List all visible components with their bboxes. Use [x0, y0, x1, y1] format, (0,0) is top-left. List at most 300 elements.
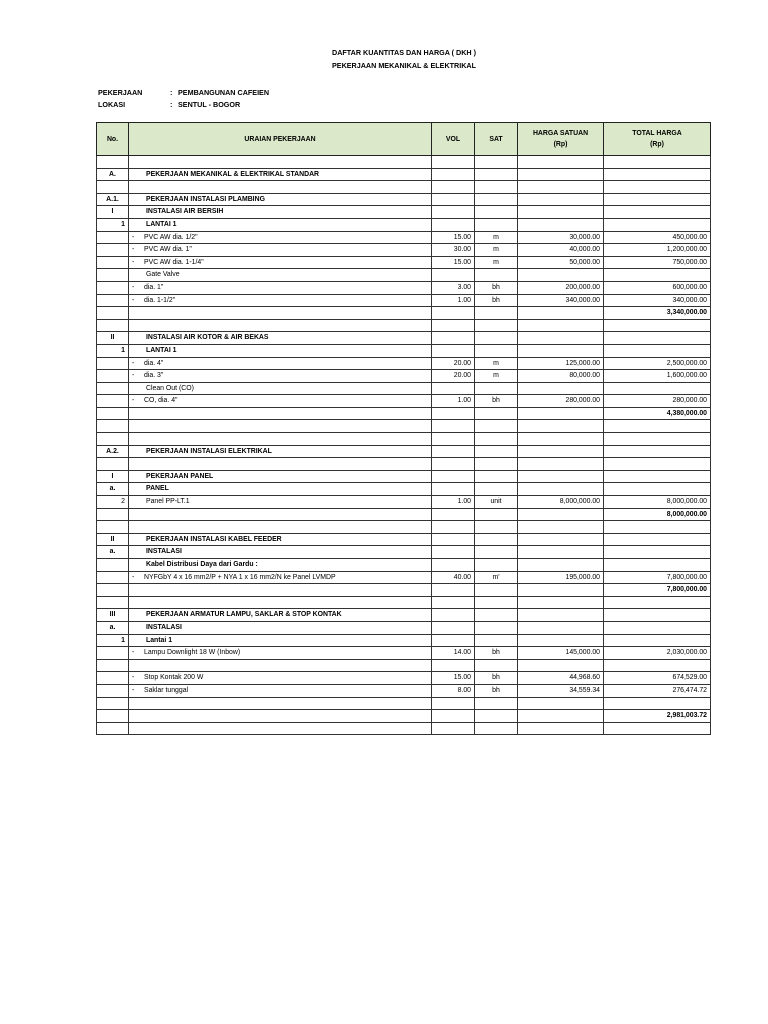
cell-sat: bh: [475, 684, 518, 697]
table-row: [97, 697, 711, 710]
cell-total-harga: [604, 193, 711, 206]
table-row: [97, 433, 711, 446]
item-description: Lantai 1: [146, 636, 173, 644]
cell-vol: [432, 458, 475, 471]
cell-total-harga: [604, 533, 711, 546]
cell-uraian: [129, 218, 432, 231]
cell-uraian: [129, 256, 432, 269]
cell-harga-satuan: [518, 621, 604, 634]
cell-total-harga: [604, 659, 711, 672]
item-description: PVC AW dia. 1": [144, 246, 192, 254]
cell-uraian: [129, 244, 432, 257]
meta-label-lokasi: LOKASI: [98, 100, 126, 109]
cell-sat: m: [475, 370, 518, 383]
table-row: [97, 168, 711, 181]
table-header-row: [97, 123, 711, 156]
table-row: [97, 571, 711, 584]
cell-uraian: [129, 483, 432, 496]
table-row: [97, 722, 711, 735]
table-row: [97, 269, 711, 282]
cell-total-harga: [604, 445, 711, 458]
cell-total-harga: [604, 206, 711, 219]
cell-vol: 1.00: [432, 294, 475, 307]
cell-sat: [475, 697, 518, 710]
cell-harga-satuan: [518, 218, 604, 231]
table-row: [97, 156, 711, 169]
cell-sat: [475, 156, 518, 169]
cell-harga-satuan: 30,000.00: [518, 231, 604, 244]
table-row: [97, 458, 711, 471]
cell-total-harga: [604, 181, 711, 194]
cell-harga-satuan: [518, 609, 604, 622]
cell-sat: bh: [475, 294, 518, 307]
cell-total-harga: [604, 596, 711, 609]
item-dash: -: [132, 283, 135, 291]
cell-total-harga: [604, 559, 711, 572]
cell-sat: [475, 458, 518, 471]
table-row: [97, 647, 711, 660]
cell-no: [97, 307, 129, 320]
cell-no: II: [97, 332, 129, 345]
table-row: [97, 395, 711, 408]
cell-sat: [475, 269, 518, 282]
table-row: [97, 445, 711, 458]
cell-sat: [475, 710, 518, 723]
cell-no: [97, 395, 129, 408]
cell-total-harga: [604, 470, 711, 483]
cell-total-harga: 340,000.00: [604, 294, 711, 307]
cell-vol: [432, 445, 475, 458]
cell-no: A.: [97, 168, 129, 181]
table-row: [97, 231, 711, 244]
item-description: dia. 1-1/2": [144, 296, 176, 304]
cell-uraian: [129, 659, 432, 672]
document-subtitle: PEKERJAAN MEKANIKAL & ELEKTRIKAL: [331, 61, 477, 70]
cell-vol: 14.00: [432, 647, 475, 660]
meta-sep-pekerjaan: :: [170, 88, 173, 97]
item-description: Saklar tunggal: [144, 686, 189, 694]
table-row: [97, 533, 711, 546]
cell-vol: [432, 407, 475, 420]
table-row: [97, 621, 711, 634]
cell-total-harga: [604, 521, 711, 534]
cell-sat: [475, 659, 518, 672]
cell-total-harga: [604, 420, 711, 433]
cell-sat: [475, 483, 518, 496]
cell-sat: m: [475, 231, 518, 244]
cell-sat: [475, 533, 518, 546]
cell-no: [97, 319, 129, 332]
cell-uraian: [129, 193, 432, 206]
cell-vol: [432, 319, 475, 332]
cell-vol: [432, 344, 475, 357]
cell-vol: [432, 332, 475, 345]
cell-total-harga: [604, 269, 711, 282]
cell-vol: [432, 420, 475, 433]
table-row: [97, 281, 711, 294]
item-description: dia. 3": [144, 372, 164, 380]
cell-harga-satuan: [518, 521, 604, 534]
cell-total-harga: 2,030,000.00: [604, 647, 711, 660]
item-description: INSTALASI AIR KOTOR & AIR BEKAS: [146, 334, 269, 342]
cell-total-harga: [604, 609, 711, 622]
cell-uraian: [129, 672, 432, 685]
cell-no: [97, 458, 129, 471]
table-row: [97, 420, 711, 433]
item-dash: -: [132, 674, 135, 682]
col-header-harga-label: HARGA SATUAN: [532, 130, 589, 137]
cell-vol: [432, 596, 475, 609]
cell-total-harga: 1,600,000.00: [604, 370, 711, 383]
cell-uraian: [129, 722, 432, 735]
cell-harga-satuan: [518, 508, 604, 521]
cell-vol: [432, 697, 475, 710]
cell-vol: [432, 269, 475, 282]
table-row: [97, 710, 711, 723]
cell-total-harga: [604, 483, 711, 496]
item-dash: -: [132, 649, 135, 657]
table-row: [97, 307, 711, 320]
cell-no: [97, 433, 129, 446]
cell-no: I: [97, 206, 129, 219]
cell-total-harga: [604, 168, 711, 181]
cell-vol: [432, 433, 475, 446]
item-dash: -: [132, 686, 135, 694]
table-row: [97, 256, 711, 269]
cell-uraian: [129, 433, 432, 446]
cell-total-harga: [604, 458, 711, 471]
cell-harga-satuan: 200,000.00: [518, 281, 604, 294]
cell-vol: 8.00: [432, 684, 475, 697]
item-dash: -: [132, 246, 135, 254]
item-description: NYFGbY 4 x 16 mm2/P + NYA 1 x 16 mm2/N ke Panel LVMDP: [144, 573, 336, 581]
cell-no: [97, 370, 129, 383]
cell-no: [97, 596, 129, 609]
cell-total-harga: [604, 546, 711, 559]
cell-harga-satuan: [518, 193, 604, 206]
table-row: [97, 181, 711, 194]
cell-harga-satuan: [518, 470, 604, 483]
meta-label-pekerjaan: PEKERJAAN: [98, 88, 143, 97]
cell-no: [97, 256, 129, 269]
cell-harga-satuan: [518, 533, 604, 546]
cell-sat: [475, 218, 518, 231]
table-row: [97, 684, 711, 697]
cell-harga-satuan: [518, 546, 604, 559]
cell-total-harga: 674,529.00: [604, 672, 711, 685]
item-dash: -: [132, 372, 135, 380]
item-description: Panel PP-LT.1: [146, 498, 190, 506]
cell-sat: [475, 193, 518, 206]
cell-total-harga: [604, 332, 711, 345]
item-description: dia. 1": [144, 283, 164, 291]
cell-no: 1: [97, 634, 129, 647]
item-description: PANEL: [146, 485, 169, 493]
cell-total-harga: [604, 722, 711, 735]
cell-vol: [432, 621, 475, 634]
cell-no: [97, 231, 129, 244]
cell-harga-satuan: [518, 458, 604, 471]
cell-harga-satuan: 34,559.34: [518, 684, 604, 697]
item-description: Kabel Distribusi Daya dari Gardu :: [146, 561, 258, 568]
cell-harga-satuan: [518, 722, 604, 735]
cell-uraian: [129, 496, 432, 509]
cell-uraian: [129, 344, 432, 357]
cell-vol: [432, 156, 475, 169]
cell-total-harga: 750,000.00: [604, 256, 711, 269]
cell-sat: [475, 559, 518, 572]
cell-vol: 40.00: [432, 571, 475, 584]
cell-vol: 20.00: [432, 370, 475, 383]
cell-uraian: [129, 458, 432, 471]
item-description: PEKERJAAN MEKANIKAL & ELEKTRIKAL STANDAR: [146, 170, 320, 178]
item-description: Gate Valve: [146, 271, 180, 279]
cell-uraian: [129, 684, 432, 697]
cell-harga-satuan: [518, 332, 604, 345]
cell-sat: [475, 433, 518, 446]
table-row: [97, 244, 711, 257]
col-header-harga: [518, 123, 604, 156]
cell-sat: m: [475, 256, 518, 269]
cell-no: [97, 281, 129, 294]
cell-no: [97, 357, 129, 370]
cell-uraian: [129, 269, 432, 282]
cell-sat: [475, 407, 518, 420]
cell-total-harga: [604, 634, 711, 647]
cell-uraian: [129, 181, 432, 194]
cell-no: II: [97, 533, 129, 546]
cell-no: [97, 697, 129, 710]
col-header-total-unit: (Rp): [650, 141, 664, 148]
item-description: Stop Kontak 200 W: [144, 674, 204, 682]
table-row: [97, 370, 711, 383]
cell-sat: [475, 596, 518, 609]
cell-no: [97, 420, 129, 433]
item-dash: -: [132, 258, 135, 266]
cell-harga-satuan: [518, 307, 604, 320]
cell-harga-satuan: 80,000.00: [518, 370, 604, 383]
meta-value-lokasi: SENTUL - BOGOR: [178, 100, 241, 109]
cell-total-harga: 450,000.00: [604, 231, 711, 244]
col-header-total-label: TOTAL HARGA: [632, 130, 682, 137]
cell-vol: 3.00: [432, 281, 475, 294]
cell-harga-satuan: 44,968.60: [518, 672, 604, 685]
cell-uraian: [129, 294, 432, 307]
cell-no: 1: [97, 218, 129, 231]
cell-uraian: [129, 697, 432, 710]
cell-harga-satuan: [518, 420, 604, 433]
cell-uraian: [129, 357, 432, 370]
cell-harga-satuan: 8,000,000.00: [518, 496, 604, 509]
cell-sat: [475, 621, 518, 634]
item-description: PEKERJAAN PANEL: [146, 472, 214, 480]
cell-uraian: [129, 647, 432, 660]
cell-no: [97, 269, 129, 282]
item-description: LANTAI 1: [146, 346, 177, 354]
cell-uraian: [129, 584, 432, 597]
cell-no: [97, 571, 129, 584]
cell-vol: [432, 609, 475, 622]
cell-vol: [432, 546, 475, 559]
cell-uraian: [129, 231, 432, 244]
cell-harga-satuan: [518, 584, 604, 597]
table-row: [97, 332, 711, 345]
cell-uraian: [129, 319, 432, 332]
cell-vol: 1.00: [432, 496, 475, 509]
col-header-sat: SAT: [475, 123, 518, 156]
cell-no: [97, 584, 129, 597]
cell-sat: [475, 722, 518, 735]
cell-sat: [475, 445, 518, 458]
table-row: [97, 609, 711, 622]
cell-sat: [475, 332, 518, 345]
cell-sat: [475, 181, 518, 194]
cell-no: a.: [97, 546, 129, 559]
cell-total-harga: 8,000,000.00: [604, 496, 711, 509]
item-description: CO, dia. 4": [144, 397, 178, 405]
table-row: [97, 584, 711, 597]
cell-vol: [432, 193, 475, 206]
col-header-vol: VOL: [432, 123, 475, 156]
cell-total-harga: 7,800,000.00: [604, 584, 711, 597]
col-header-total: [604, 123, 711, 156]
cell-sat: m: [475, 244, 518, 257]
cell-vol: 15.00: [432, 231, 475, 244]
meta-sep-lokasi: :: [170, 100, 173, 109]
cell-uraian: [129, 634, 432, 647]
cell-vol: [432, 533, 475, 546]
cell-sat: [475, 521, 518, 534]
cell-uraian: [129, 596, 432, 609]
cell-harga-satuan: [518, 634, 604, 647]
cell-sat: [475, 609, 518, 622]
table-row: [97, 344, 711, 357]
item-description: LANTAI 1: [146, 220, 177, 228]
cell-sat: [475, 508, 518, 521]
cell-harga-satuan: 195,000.00: [518, 571, 604, 584]
cell-no: a.: [97, 483, 129, 496]
cell-uraian: [129, 508, 432, 521]
item-description: Lampu Downlight 18 W (Inbow): [144, 649, 241, 657]
table-row: [97, 218, 711, 231]
col-header-no: No.: [97, 123, 129, 156]
cell-no: 2: [97, 496, 129, 509]
cell-no: [97, 156, 129, 169]
cell-vol: 1.00: [432, 395, 475, 408]
cell-uraian: [129, 621, 432, 634]
cell-no: [97, 508, 129, 521]
cell-harga-satuan: [518, 659, 604, 672]
cell-harga-satuan: [518, 344, 604, 357]
cell-no: A.1.: [97, 193, 129, 206]
table-row: [97, 596, 711, 609]
cell-vol: [432, 710, 475, 723]
cell-no: [97, 244, 129, 257]
document-title: DAFTAR KUANTITAS DAN HARGA ( DKH ): [332, 48, 476, 57]
cell-harga-satuan: 145,000.00: [518, 647, 604, 660]
cell-sat: [475, 382, 518, 395]
cell-harga-satuan: [518, 483, 604, 496]
cell-total-harga: 2,500,000.00: [604, 357, 711, 370]
cell-harga-satuan: [518, 168, 604, 181]
cell-harga-satuan: [518, 156, 604, 169]
table-row: [97, 319, 711, 332]
cell-total-harga: [604, 218, 711, 231]
table-row: [97, 470, 711, 483]
cell-vol: [432, 584, 475, 597]
cell-uraian: [129, 533, 432, 546]
item-dash: -: [132, 296, 135, 304]
table-row: [97, 382, 711, 395]
cell-harga-satuan: [518, 559, 604, 572]
cell-no: A.2.: [97, 445, 129, 458]
cell-vol: [432, 634, 475, 647]
item-dash: -: [132, 397, 135, 405]
cell-no: [97, 181, 129, 194]
table-row: [97, 496, 711, 509]
cell-harga-satuan: [518, 445, 604, 458]
cell-harga-satuan: [518, 382, 604, 395]
cell-harga-satuan: [518, 697, 604, 710]
cell-no: 1: [97, 344, 129, 357]
cell-vol: [432, 559, 475, 572]
cell-total-harga: 8,000,000.00: [604, 508, 711, 521]
cell-sat: [475, 634, 518, 647]
table-row: [97, 672, 711, 685]
item-description: Clean Out (CO): [146, 384, 194, 392]
table-row: [97, 294, 711, 307]
cell-uraian: [129, 571, 432, 584]
cell-sat: bh: [475, 672, 518, 685]
item-description: PVC AW dia. 1-1/4": [144, 258, 204, 266]
cell-uraian: [129, 382, 432, 395]
cell-vol: [432, 382, 475, 395]
cell-total-harga: 600,000.00: [604, 281, 711, 294]
cell-no: [97, 382, 129, 395]
cell-sat: [475, 168, 518, 181]
cell-no: I: [97, 470, 129, 483]
cell-no: [97, 684, 129, 697]
cell-uraian: [129, 206, 432, 219]
cell-uraian: [129, 281, 432, 294]
cell-vol: [432, 168, 475, 181]
cell-no: [97, 672, 129, 685]
item-description: PEKERJAAN INSTALASI KABEL FEEDER: [146, 535, 282, 543]
table-row: [97, 357, 711, 370]
cell-sat: [475, 420, 518, 433]
cell-vol: 15.00: [432, 256, 475, 269]
cell-total-harga: 3,340,000.00: [604, 307, 711, 320]
table-row: [97, 206, 711, 219]
cell-vol: [432, 206, 475, 219]
cell-total-harga: [604, 382, 711, 395]
cell-total-harga: [604, 344, 711, 357]
cell-vol: 30.00: [432, 244, 475, 257]
cell-uraian: [129, 407, 432, 420]
cell-no: [97, 647, 129, 660]
item-description: PEKERJAAN INSTALASI PLAMBING: [146, 195, 265, 203]
cell-uraian: [129, 420, 432, 433]
cell-total-harga: [604, 319, 711, 332]
table-row: [97, 659, 711, 672]
item-dash: -: [132, 573, 135, 581]
table-row: [97, 193, 711, 206]
cell-uraian: [129, 445, 432, 458]
col-header-uraian: URAIAN PEKERJAAN: [129, 123, 432, 156]
table-row: [97, 559, 711, 572]
cell-sat: [475, 344, 518, 357]
cell-total-harga: [604, 433, 711, 446]
